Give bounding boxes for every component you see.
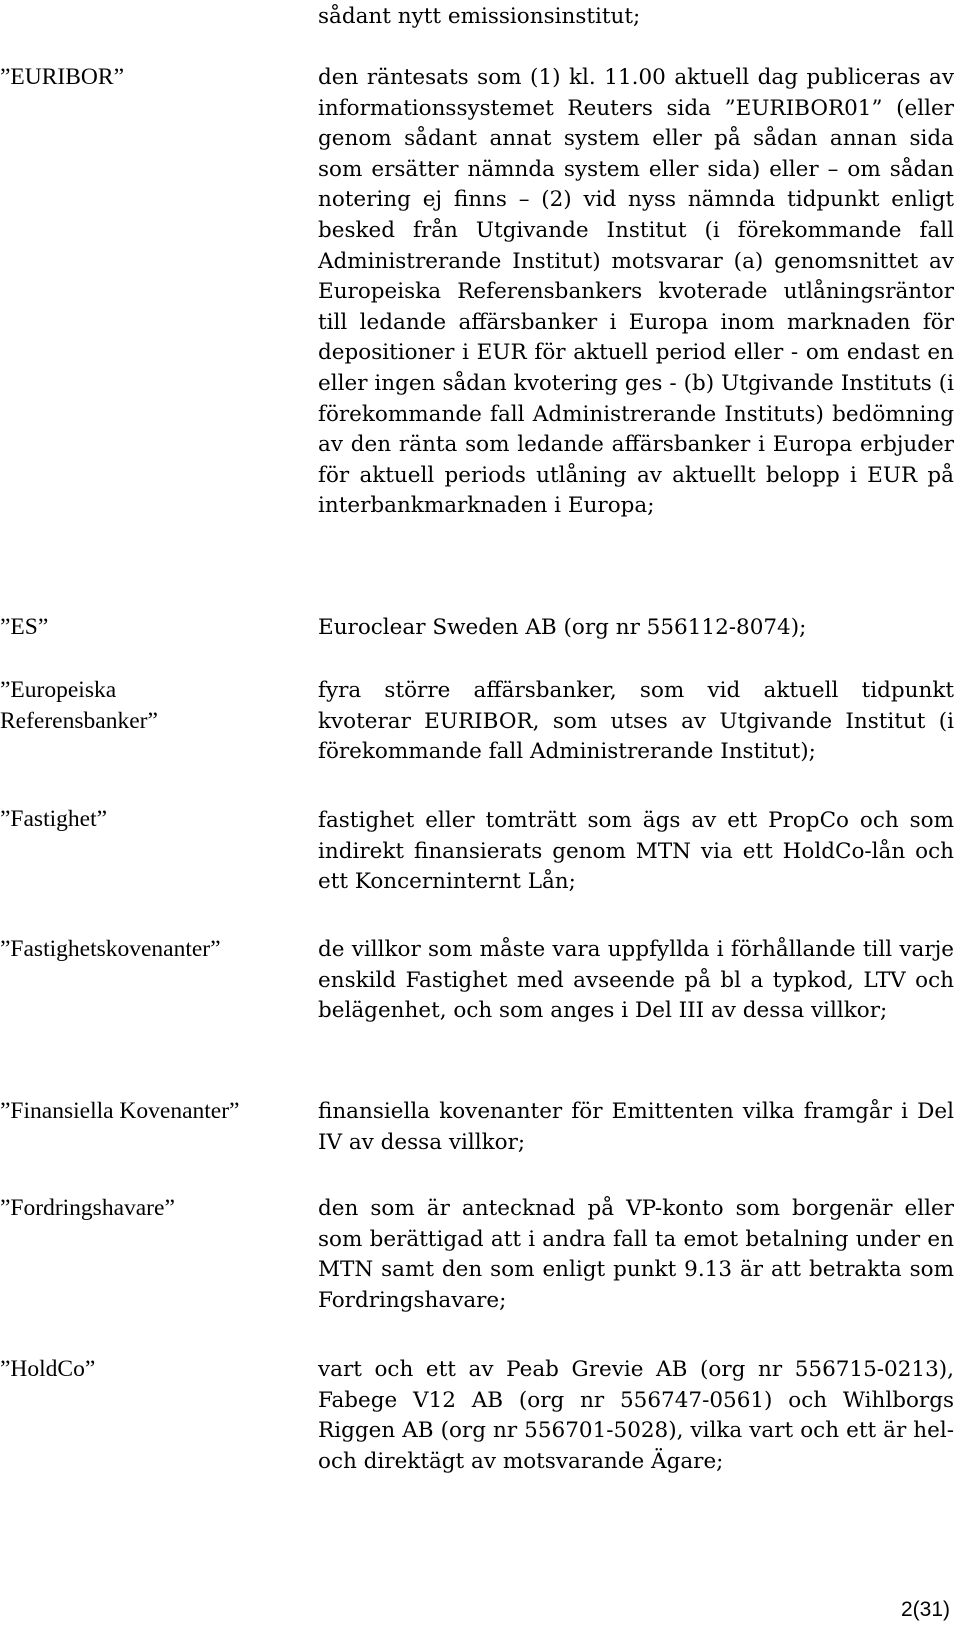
definition-text: de villkor som måste vara uppfyllda i förhållande till varje enskild Fastighet med avseende på bl a typkod, LTV och belägenhet, och som anges i Del III av dessa villkor; [318,937,954,1024]
definition-term: ”Fastighetskovenanter” [0,936,221,962]
definition-term: ”EURIBOR” [0,64,125,90]
definition-term: ”Europeiska Referensbanker” [0,677,158,734]
definition-text: Euroclear Sweden AB (org nr 556112-8074); [318,615,807,640]
definition-term: ”Fordringshavare” [0,1195,175,1221]
definition-term: ”Finansiella Kovenanter” [0,1098,240,1124]
definition-term: ”HoldCo” [0,1356,96,1382]
definition-text: fastighet eller tomträtt som ägs av ett PropCo och som indirekt finansierats genom MTN via ett HoldCo-lån och ett Koncerninternt Lån; [318,808,954,895]
definition-text: finansiella kovenanter för Emittenten vilka framgår i Del IV av dessa villkor; [318,1099,954,1155]
definition-text: den räntesats som (1) kl. 11.00 aktuell dag publiceras av informationssystemet Reuters sida ”EURIBOR01” (eller genom sådant annat system eller på sådan annan sida som ersätter nämnda system eller sida) eller – om sådan notering ej finns – (2) vid nyss nämnda tidpunkt enligt besked från Utgivande Institut (i förekommande fall Administrerande Institut) motsvarar (a) genomsnittet av Europeiska Referensbankers kvoterade utlåningsräntor till ledande affärsbanker i Europa inom marknaden för depositioner i EUR för aktuell period eller - om endast en eller ingen sådan kvotering ges - (b) Utgivande Instituts (i förekommande fall Administrerande Instituts) bedömning av den ränta som ledande affärsbanker i Europa erbjuder för aktuell periods utlåning av aktuellt belopp i EUR på interbankmarknaden i Europa; [318,65,954,519]
definition-text: den som är antecknad på VP-konto som borgenär eller som berättigad att i andra fall ta emot betalning under en MTN samt den som enligt punkt 9.13 är att betrakta som Fordringshavare; [318,1196,954,1313]
definition-term: ”ES” [0,614,49,640]
definition-text: vart och ett av Peab Grevie AB (org nr 556715-0213), Fabege V12 AB (org nr 556747-0561) och Wihlborgs Riggen AB (org nr 556701-5028), vilka vart och ett är hel- och direktägt av motsvarande Ägare; [318,1357,954,1474]
definition-term: ”Fastighet” [0,806,108,832]
intro-line: sådant nytt emissionsinstitut; [318,4,641,29]
page-number: 2(31) [900,1598,950,1621]
definition-text: fyra större affärsbanker, som vid aktuell tidpunkt kvoterar EURIBOR, som utses av Utgivande Institut (i förekommande fall Administrerande Institut); [318,678,954,765]
